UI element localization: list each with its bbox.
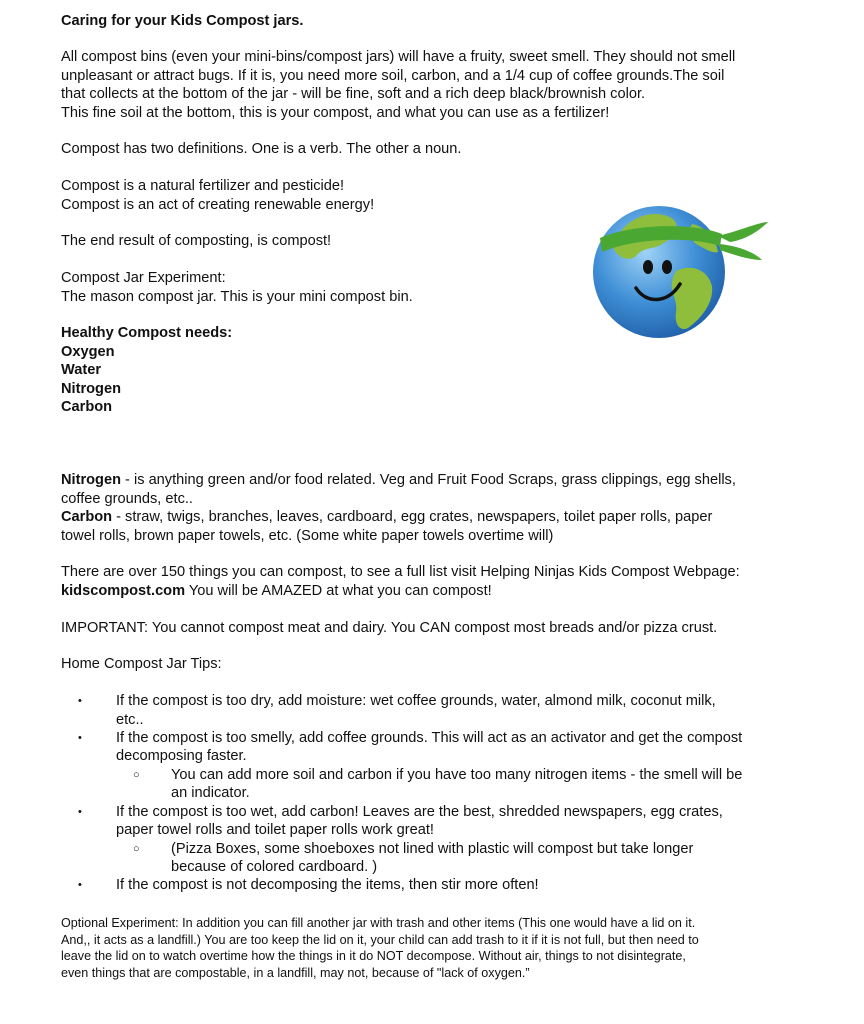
tip-sublist [116, 840, 791, 877]
compost-list-paragraph [61, 563, 791, 600]
tip-subline: You can add more soil and carbon if you have too many nitrogen items - the smell will be [171, 766, 743, 783]
tip-line: If the compost is too wet, add carbon! Leaves are the best, shredded newspapers, egg crates, [116, 803, 723, 820]
circle-bullet-icon: ○ [133, 768, 140, 781]
amazed-text: You will be AMAZED at what you can compost! [185, 582, 492, 599]
tip-subitem [116, 840, 791, 877]
nitrogen-carbon-paragraph [61, 471, 791, 545]
end-result-paragraph: The end result of composting, is compost! [61, 233, 332, 250]
tip-subline: because of colored cardboard. ) [171, 858, 378, 875]
needs-item: Carbon [61, 399, 113, 416]
tips-title: Home Compost Jar Tips: [61, 656, 222, 673]
headband-tail [720, 244, 762, 260]
nitrogen-line [61, 471, 791, 489]
circle-bullet-icon: ○ [133, 842, 140, 855]
needs-item: Nitrogen [61, 380, 121, 397]
globe-land [672, 268, 713, 329]
experiment-line: Compost Jar Experiment: [61, 270, 226, 287]
fact-line: Compost is a natural fertilizer and pesticide! [61, 178, 345, 195]
tip-line: If the compost is too smelly, add coffee grounds. This will act as an activator and get the compost [116, 730, 743, 747]
tip-line: If the compost is too dry, add moisture: wet coffee grounds, water, almond milk, coconut milk, [116, 693, 716, 710]
fact-line: Compost is an act of creating renewable energy! [61, 196, 375, 213]
carbon-line [61, 508, 791, 526]
bullet-icon: • [78, 879, 82, 892]
needs-title: Healthy Compost needs: [61, 325, 233, 342]
kidscompost-link[interactable]: kidscompost.com [61, 582, 186, 599]
intro-line: This fine soil at the bottom, this is your compost, and what you can use as a fertilizer! [61, 104, 610, 121]
left-eye [643, 260, 653, 274]
tip-item [61, 876, 791, 894]
tip-subline: an indicator. [171, 785, 250, 802]
optional-line: Optional Experiment: In addition you can fill another jar with trash and other items (This one would have a lid on it. [61, 915, 696, 930]
page-title: Caring for your Kids Compost jars. [61, 13, 304, 29]
definitions-paragraph: Compost has two definitions. One is a verb. The other a noun. [61, 141, 462, 158]
tips-list [61, 692, 791, 894]
tip-item [61, 729, 791, 803]
optional-line: And,, it acts as a landfill.) You are too keep the lid on it, your child can add trash to it if it is not full, but then need to [61, 932, 699, 947]
bullet-icon: • [78, 732, 82, 745]
carbon-text: - straw, twigs, branches, leaves, cardboard, egg crates, newspapers, toilet paper rolls, paper [112, 509, 713, 526]
tip-subline: (Pizza Boxes, some shoeboxes not lined with plastic will compost but take longer [171, 840, 694, 857]
document [61, 12, 791, 982]
carbon-line: towel rolls, brown paper towels, etc. (Some white paper towels overtime will) [61, 527, 554, 544]
bullet-icon: • [78, 805, 82, 818]
intro-line: All compost bins (even your mini-bins/compost jars) will have a fruity, sweet smell. They should not smell [61, 49, 736, 66]
compost-list-line [61, 582, 791, 600]
nitrogen-term: Nitrogen [61, 472, 121, 489]
intro-line: unpleasant or attract bugs. If it is, you need more soil, carbon, and a 1/4 cup of coffee grounds.The soil [61, 67, 725, 84]
optional-line: even things that are compostable, in a landfill, may not, because of "lack of oxygen.” [61, 966, 530, 981]
intro-paragraph [61, 48, 791, 122]
tip-item [61, 692, 791, 729]
tip-line: etc.. [116, 711, 144, 728]
bullet-icon: • [78, 695, 82, 708]
tip-line: paper towel rolls and toilet paper rolls work great! [116, 822, 434, 839]
tip-subitem [116, 766, 791, 803]
needs-item: Water [61, 362, 102, 379]
needs-item: Oxygen [61, 343, 115, 360]
smiling-earth-ninja-headband-icon [592, 200, 772, 345]
important-paragraph: IMPORTANT: You cannot compost meat and dairy. You CAN compost most breads and/or pizza crust. [61, 619, 718, 636]
intro-line: that collects at the bottom of the jar - will be fine, soft and a rich deep black/brownish color. [61, 86, 646, 103]
tip-sublist [116, 766, 791, 803]
tip-line: decomposing faster. [116, 748, 247, 765]
optional-line: leave the lid on to watch overtime how the things in it do NOT decompose. Without air, things to not disintegrate, [61, 949, 686, 964]
nitrogen-text: - is anything green and/or food related. Veg and Fruit Food Scraps, grass clippings, egg shells, [121, 472, 736, 489]
headband-tail [718, 222, 768, 242]
compost-list-line: There are over 150 things you can compost, to see a full list visit Helping Ninjas Kids Compost Webpage: [61, 564, 740, 581]
right-eye [662, 260, 672, 274]
carbon-term: Carbon [61, 509, 113, 526]
experiment-line: The mason compost jar. This is your mini compost bin. [61, 288, 413, 305]
optional-experiment-paragraph [61, 915, 791, 982]
tip-item [61, 803, 791, 877]
nitrogen-line: coffee grounds, etc.. [61, 490, 193, 507]
tip-line: If the compost is not decomposing the items, then stir more often! [116, 877, 539, 894]
